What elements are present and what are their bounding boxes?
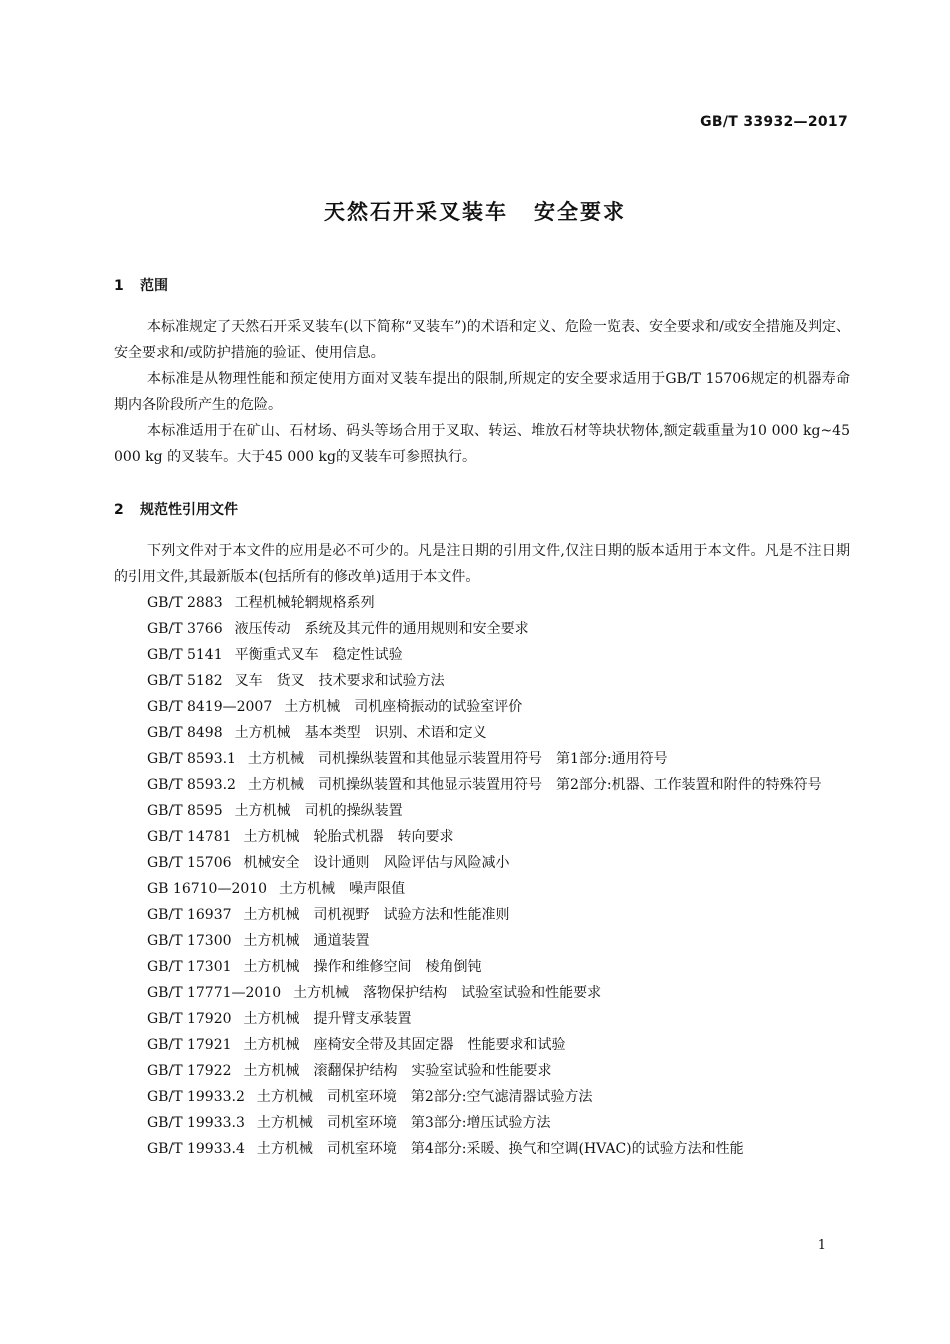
reference-title: 土方机械 噪声限值 <box>279 881 406 897</box>
reference-title: 平衡重式叉车 稳定性试验 <box>234 647 403 663</box>
reference-item <box>114 772 850 798</box>
reference-item <box>114 798 850 824</box>
reference-code: GB/T 17922 <box>147 1063 232 1079</box>
section-heading-normative-references <box>114 500 850 520</box>
reference-code: GB/T 17300 <box>147 933 232 949</box>
reference-item <box>114 902 850 928</box>
reference-title: 土方机械 司机操纵装置和其他显示装置用符号 第2部分:机器、工作装置和附件的特殊符号 <box>247 777 822 793</box>
reference-item <box>114 1006 850 1032</box>
title-part-1: 天然石开采叉装车 <box>324 200 508 224</box>
reference-item <box>114 876 850 902</box>
scope-paragraph: 本标准适用于在矿山、石材场、码头等场合用于叉取、转运、堆放石材等块状物体,额定载重量为10 000 kg~45 000 kg 的叉装车。大于45 000 kg的叉装车可参照执行。 <box>114 423 850 465</box>
reference-title: 土方机械 基本类型 识别、术语和定义 <box>234 725 487 741</box>
section-title: 范围 <box>140 278 168 294</box>
reference-item <box>114 1058 850 1084</box>
reference-item <box>114 590 850 616</box>
reference-code: GB/T 14781 <box>147 829 232 845</box>
reference-title: 工程机械轮辋规格系列 <box>234 595 375 611</box>
reference-title: 土方机械 操作和维修空间 棱角倒钝 <box>243 959 482 975</box>
section-number: 1 <box>114 278 124 294</box>
reference-title: 液压传动 系统及其元件的通用规则和安全要求 <box>234 621 529 637</box>
reference-title: 土方机械 落物保护结构 试验室试验和性能要求 <box>293 985 602 1001</box>
reference-code: GB/T 8419—2007 <box>147 699 273 715</box>
title-part-2: 安全要求 <box>534 200 626 224</box>
reference-item <box>114 954 850 980</box>
reference-item <box>114 642 850 668</box>
reference-item <box>114 850 850 876</box>
reference-title: 土方机械 司机的操纵装置 <box>234 803 403 819</box>
reference-item <box>114 694 850 720</box>
reference-title: 土方机械 司机视野 试验方法和性能准则 <box>243 907 510 923</box>
reference-title: 土方机械 司机操纵装置和其他显示装置用符号 第1部分:通用符号 <box>247 751 668 767</box>
document-title <box>0 196 950 226</box>
reference-code: GB 16710—2010 <box>147 881 268 897</box>
reference-code: GB/T 16937 <box>147 907 232 923</box>
reference-title: 机械安全 设计通则 风险评估与风险减小 <box>243 855 510 871</box>
standard-code: GB/T 33932—2017 <box>700 114 848 130</box>
reference-item <box>114 1110 850 1136</box>
section-number: 2 <box>114 502 124 518</box>
scope-paragraph: 本标准规定了天然石开采叉装车(以下简称“叉装车”)的术语和定义、危险一览表、安全要求和/或安全措施及判定、安全要求和/或防护措施的验证、使用信息。 <box>114 319 850 361</box>
reference-code: GB/T 19933.2 <box>147 1089 245 1105</box>
reference-title: 土方机械 司机室环境 第3部分:增压试验方法 <box>256 1115 551 1131</box>
reference-code: GB/T 8593.1 <box>147 751 236 767</box>
reference-title: 土方机械 滚翻保护结构 实验室试验和性能要求 <box>243 1063 552 1079</box>
section-heading-scope <box>114 276 850 296</box>
reference-item <box>114 746 850 772</box>
section-title: 规范性引用文件 <box>140 502 238 518</box>
reference-title: 土方机械 提升臂支承装置 <box>243 1011 412 1027</box>
references-intro: 下列文件对于本文件的应用是必不可少的。凡是注日期的引用文件,仅注日期的版本适用于本文件。凡是不注日期的引用文件,其最新版本(包括所有的修改单)适用于本文件。 <box>114 543 850 585</box>
reference-code: GB/T 5141 <box>147 647 223 663</box>
reference-code: GB/T 19933.3 <box>147 1115 245 1131</box>
reference-code: GB/T 3766 <box>147 621 223 637</box>
reference-list <box>114 590 850 1162</box>
reference-item <box>114 1084 850 1110</box>
reference-title: 土方机械 通道装置 <box>243 933 370 949</box>
reference-title: 土方机械 司机室环境 第4部分:采暖、换气和空调(HVAC)的试验方法和性能 <box>256 1141 744 1157</box>
reference-item <box>114 1032 850 1058</box>
reference-code: GB/T 8593.2 <box>147 777 236 793</box>
reference-code: GB/T 17771—2010 <box>147 985 282 1001</box>
reference-item <box>114 980 850 1006</box>
reference-code: GB/T 19933.4 <box>147 1141 245 1157</box>
reference-item <box>114 668 850 694</box>
reference-code: GB/T 15706 <box>147 855 232 871</box>
reference-code: GB/T 5182 <box>147 673 223 689</box>
reference-code: GB/T 8498 <box>147 725 223 741</box>
reference-code: GB/T 17921 <box>147 1037 232 1053</box>
reference-code: GB/T 17301 <box>147 959 232 975</box>
reference-title: 土方机械 司机室环境 第2部分:空气滤清器试验方法 <box>256 1089 593 1105</box>
reference-item <box>114 616 850 642</box>
reference-code: GB/T 8595 <box>147 803 223 819</box>
reference-item <box>114 928 850 954</box>
reference-title: 叉车 货叉 技术要求和试验方法 <box>234 673 445 689</box>
page-number: 1 <box>817 1238 826 1253</box>
reference-item <box>114 824 850 850</box>
reference-item <box>114 1136 850 1162</box>
reference-code: GB/T 17920 <box>147 1011 232 1027</box>
reference-title: 土方机械 司机座椅振动的试验室评价 <box>284 699 523 715</box>
reference-title: 土方机械 轮胎式机器 转向要求 <box>243 829 454 845</box>
reference-item <box>114 720 850 746</box>
scope-paragraph: 本标准是从物理性能和预定使用方面对叉装车提出的限制,所规定的安全要求适用于GB/T 15706规定的机器寿命期内各阶段所产生的危险。 <box>114 371 850 413</box>
reference-title: 土方机械 座椅安全带及其固定器 性能要求和试验 <box>243 1037 566 1053</box>
reference-code: GB/T 2883 <box>147 595 223 611</box>
document-body <box>114 276 850 1162</box>
